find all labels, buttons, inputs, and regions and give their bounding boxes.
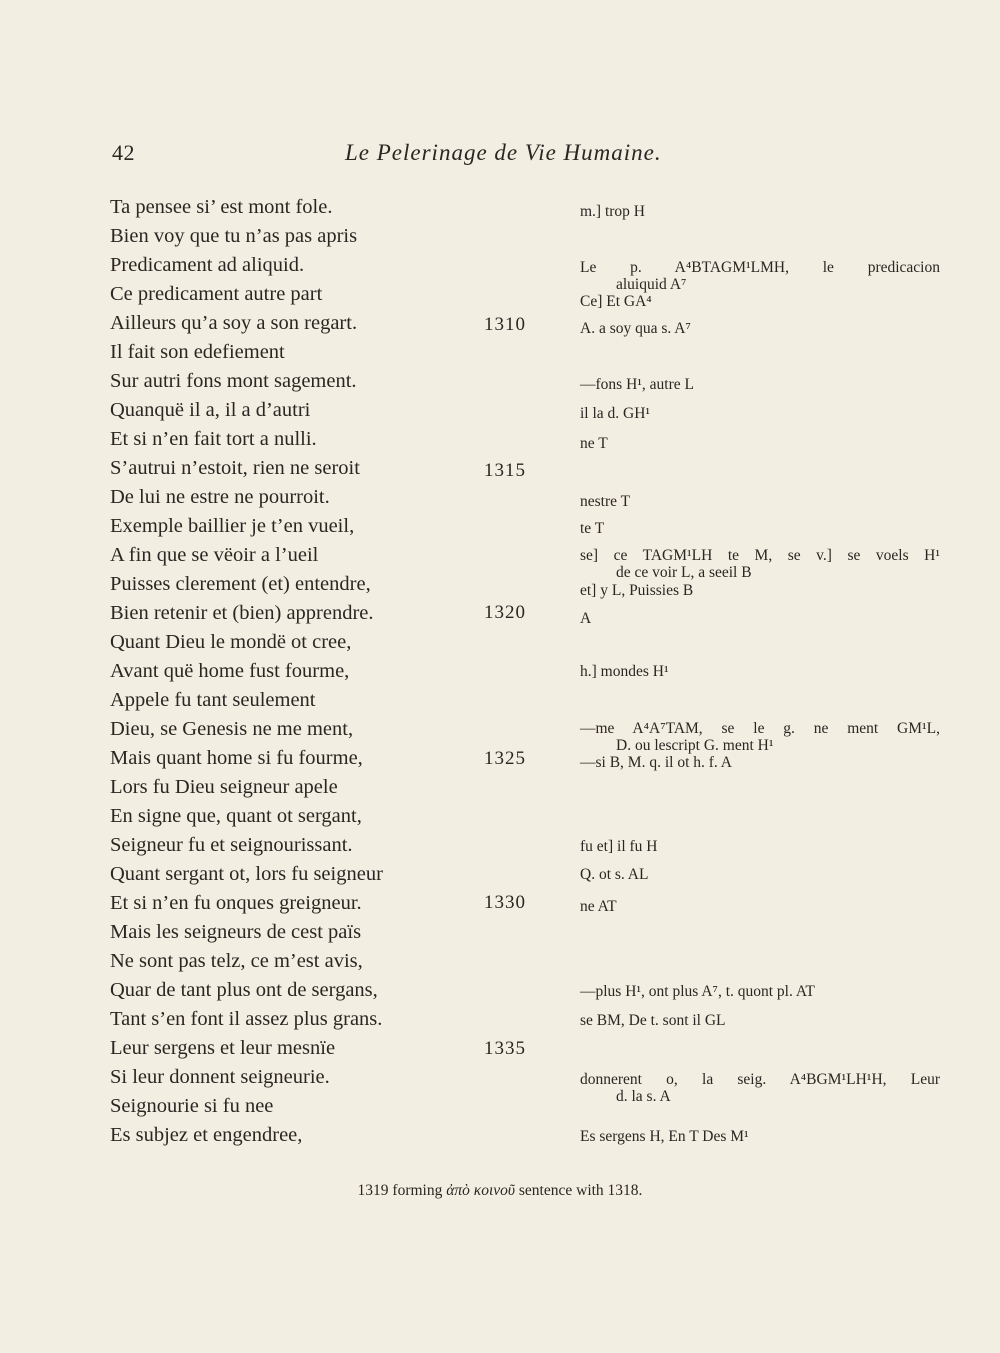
variant-note — [580, 547, 940, 581]
variant-note: ne T — [580, 435, 608, 452]
verse-line: A fin que se vëoir a l’ueil — [110, 544, 319, 566]
verse-line: Si leur donnent seigneurie. — [110, 1066, 330, 1088]
line-number: 1330 — [484, 892, 526, 913]
verse-line: Quar de tant plus ont de sergans, — [110, 979, 378, 1001]
variant-note: Es sergens H, En T Des M¹ — [580, 1128, 749, 1145]
verse-line: Seigneur fu et seignourissant. — [110, 834, 353, 856]
verse-line: Puisses clerement (et) entendre, — [110, 573, 371, 595]
verse-line: Quanquë il a, il a d’autri — [110, 399, 311, 421]
variant-note-continuation: D. ou lescript G. ment H¹ — [616, 737, 774, 754]
verse-line: Il fait son edefiement — [110, 341, 285, 363]
variant-note: et] y L, Puissies B — [580, 582, 694, 599]
variant-note: nestre T — [580, 493, 631, 510]
verse-line: Seignourie si fu nee — [110, 1095, 274, 1117]
variant-note: m.] trop H — [580, 203, 646, 220]
variant-note: Q. ot s. AL — [580, 866, 649, 883]
variant-note: Ce] Et GA⁴ — [580, 293, 652, 310]
verse-line: Avant quë home fust fourme, — [110, 660, 350, 682]
line-number: 1315 — [484, 460, 526, 481]
verse-line: Et si n’en fu onques greigneur. — [110, 892, 362, 914]
verse-line: S’autrui n’estoit, rien ne seroit — [110, 457, 360, 479]
verse-line: Es subjez et engendree, — [110, 1124, 303, 1146]
verse-line: Ailleurs qu’a soy a son regart. — [110, 312, 358, 334]
verse-line: Appele fu tant seulement — [110, 689, 316, 711]
verse-line: Mais les seigneurs de cest païs — [110, 921, 362, 943]
verse-column — [110, 193, 480, 1150]
variant-note: A — [580, 610, 592, 627]
verse-line: Bien retenir et (bien) apprendre. — [110, 602, 374, 624]
verse-line: Mais quant home si fu fourme, — [110, 747, 363, 769]
variant-note-continuation: de ce voir L, a seeil B — [616, 564, 752, 581]
verse-line: Dieu, se Genesis ne me ment, — [110, 718, 354, 740]
variant-note: h.] mondes H¹ — [580, 663, 669, 680]
verse-line: Et si n’en fait tort a nulli. — [110, 428, 317, 450]
verse-line: Exemple baillier je t’en vueil, — [110, 515, 355, 537]
running-title: Le Pelerinage de Vie Humaine. — [345, 140, 662, 165]
variant-note-line: Le p. A⁴BTAGM¹LMH, le predicacion — [580, 259, 940, 276]
line-number: 1320 — [484, 602, 526, 623]
verse-line: De lui ne estre ne pourroit. — [110, 486, 330, 508]
variant-note — [580, 720, 940, 754]
variant-note-continuation: aluiquid A⁷ — [616, 276, 687, 293]
verse-line: Lors fu Dieu seigneur apele — [110, 776, 338, 798]
variant-note — [580, 1071, 940, 1105]
footnote — [0, 1182, 1000, 1200]
line-number: 1335 — [484, 1038, 526, 1059]
line-number: 1310 — [484, 314, 526, 335]
variant-note-continuation: d. la s. A — [616, 1088, 671, 1105]
footnote-greek-phrase: ἀπὸ κοινοῦ — [446, 1182, 516, 1199]
verse-line: Sur autri fons mont sagement. — [110, 370, 357, 392]
variant-note: il la d. GH¹ — [580, 405, 651, 422]
variant-note-line: donnerent o, la seig. A⁴BGM¹LH¹H, Leur — [580, 1071, 940, 1088]
variant-note: se BM, De t. sont il GL — [580, 1012, 726, 1029]
variant-note-line: —me A⁴A⁷TAM, se le g. ne ment GM¹L, — [580, 720, 940, 737]
verse-line: Ne sont pas telz, ce m’est avis, — [110, 950, 363, 972]
verse-line: Ta pensee si’ est mont fole. — [110, 196, 333, 218]
verse-line: En signe que, quant ot sergant, — [110, 805, 362, 827]
variant-note-line: se] ce TAGM¹LH te M, se v.] se voels H¹ — [580, 547, 940, 564]
variant-note: fu et] il fu H — [580, 838, 658, 855]
verse-line: Bien voy que tu n’as pas apris — [110, 225, 358, 247]
verse-line: Leur sergens et leur mesnïe — [110, 1037, 336, 1059]
variant-note: ne AT — [580, 898, 617, 915]
footnote-text-end: sentence with 1318. — [518, 1182, 643, 1199]
variant-note: —si B, M. q. il ot h. f. A — [580, 754, 733, 771]
footnote-text-start: 1319 forming — [357, 1182, 443, 1199]
variant-note: te T — [580, 520, 605, 537]
variant-note: —plus H¹, ont plus A⁷, t. quont pl. AT — [580, 983, 815, 1000]
variant-note: A. a soy qua s. A⁷ — [580, 320, 691, 337]
line-number: 1325 — [484, 748, 526, 769]
verse-line: Quant sergant ot, lors fu seigneur — [110, 863, 383, 885]
verse-line: Quant Dieu le mondë ot cree, — [110, 631, 352, 653]
page-number: 42 — [112, 140, 135, 165]
variant-note — [580, 259, 940, 293]
verse-line: Tant s’en font il assez plus grans. — [110, 1008, 383, 1030]
verse-line: Predicament ad aliquid. — [110, 254, 305, 276]
variant-note: —fons H¹, autre L — [580, 376, 694, 393]
verse-line: Ce predicament autre part — [110, 283, 323, 305]
